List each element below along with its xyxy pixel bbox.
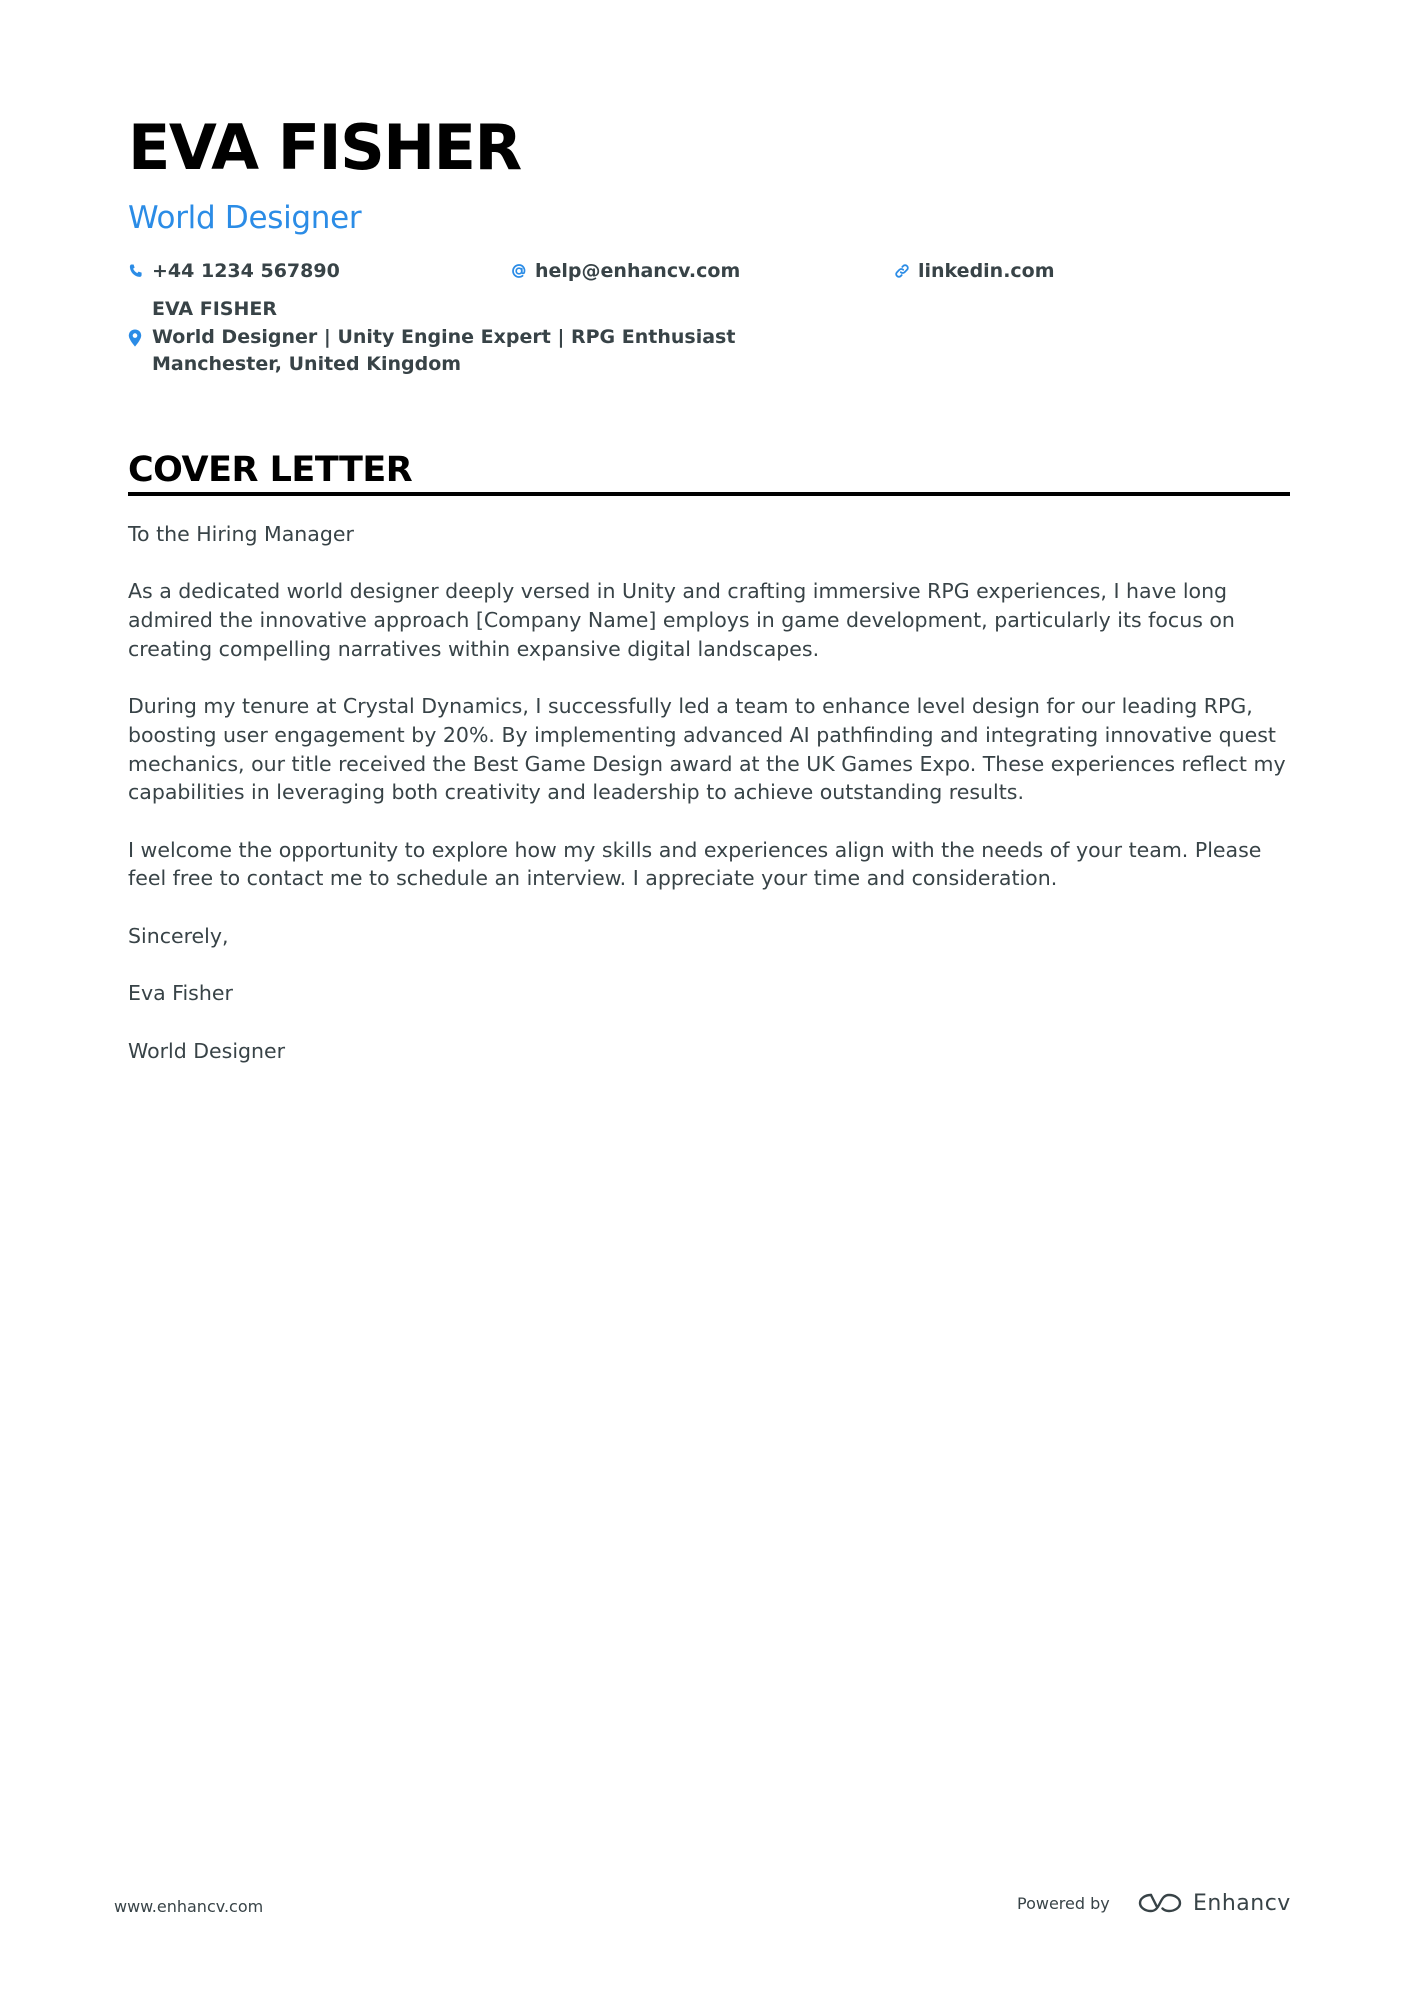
address-line-location: Manchester, United Kingdom	[152, 353, 462, 375]
at-icon	[511, 263, 527, 279]
location-pin-icon	[128, 329, 142, 347]
section-title: COVER LETTER	[128, 450, 413, 490]
brand-name: Enhancv	[1193, 1890, 1291, 1916]
paragraph-intro: As a dedicated world designer deeply versed in Unity and crafting immersive RPG experiences, I have long admired the innovative approach [Company Name] employs in game development, particularly its focus on creating compelling narratives within expansive digital landscapes.	[128, 579, 1235, 661]
address-block	[128, 296, 1290, 379]
section-divider	[128, 492, 1290, 496]
letter-body	[128, 520, 1294, 1094]
contact-phone[interactable]	[128, 256, 340, 286]
phone-text: +44 1234 567890	[152, 260, 340, 282]
address-line-headline: World Designer | Unity Engine Expert | RPG Enthusiast	[152, 325, 736, 348]
link-icon	[894, 263, 910, 279]
paragraph-experience: During my tenure at Crystal Dynamics, I successfully led a team to enhance level design for our leading RPG, boosting user engagement by 20%. By implementing advanced AI pathfinding and integrating innovative quest mechanics, our title received the Best Game Design award at the UK Games Expo. These experiences reflect my capabilities in leveraging both creativity and leadership to achieve outstanding results.	[128, 694, 1286, 805]
closing: Sincerely,	[128, 923, 229, 948]
powered-by-label: Powered by	[1017, 1894, 1110, 1913]
contact-row	[128, 256, 1290, 286]
header	[128, 108, 1290, 379]
phone-icon	[128, 263, 144, 279]
salutation: To the Hiring Manager	[128, 522, 354, 546]
candidate-name: EVA FISHER	[128, 111, 521, 184]
signature-name: Eva Fisher	[128, 981, 233, 1006]
email-text: help@enhancv.com	[535, 260, 741, 282]
address-line-name: EVA FISHER	[152, 298, 277, 320]
brand-logo[interactable]	[1137, 1886, 1291, 1920]
linkedin-text: linkedin.com	[918, 260, 1055, 282]
footer-url[interactable]: www.enhancv.com	[114, 1897, 264, 1916]
signature-title: World Designer	[128, 1038, 286, 1063]
contact-email[interactable]	[511, 256, 740, 286]
paragraph-closing: I welcome the opportunity to explore how my skills and experiences align with the needs of your team. Please feel free to contact me to schedule an interview. I appreciate your time and consideration.	[128, 837, 1262, 891]
enhancv-logo-icon	[1137, 1890, 1183, 1916]
contact-linkedin[interactable]	[894, 256, 1055, 286]
candidate-role: World Designer	[128, 200, 362, 236]
